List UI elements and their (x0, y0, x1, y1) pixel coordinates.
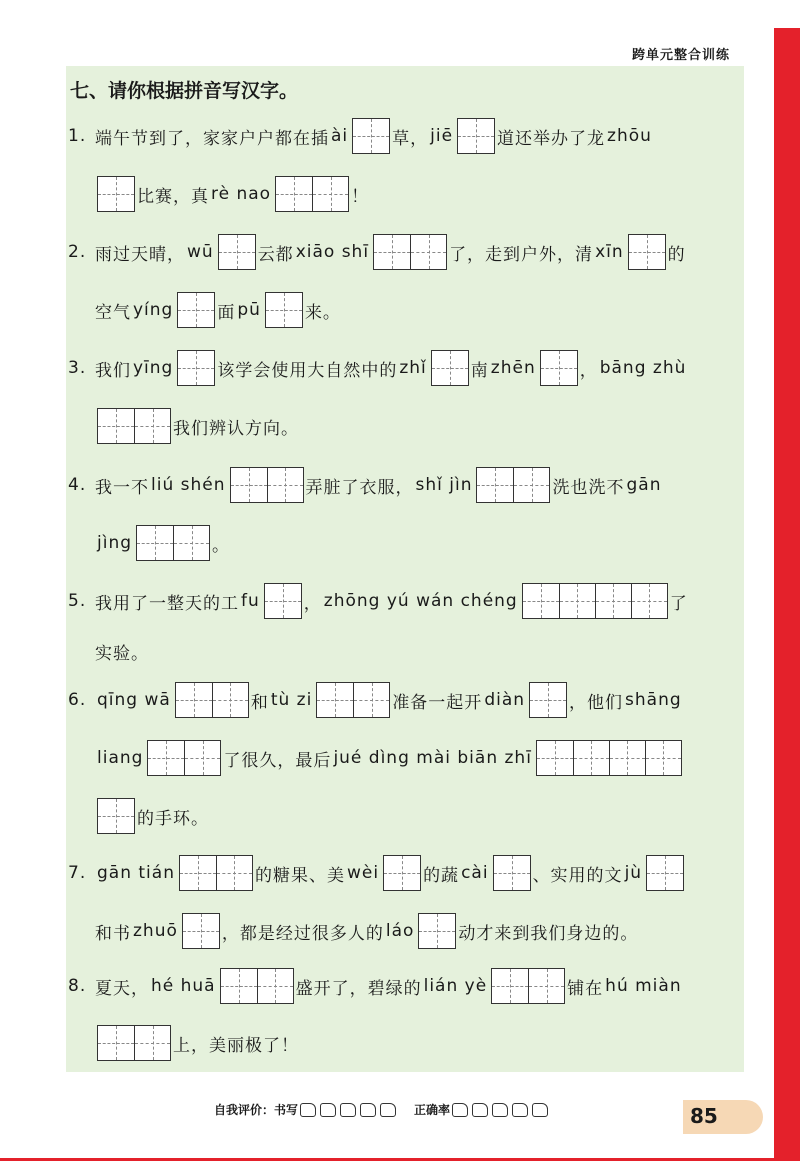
tianzige-cell[interactable] (374, 235, 410, 269)
tianzige-cell[interactable] (530, 683, 566, 717)
answer-box[interactable] (316, 682, 390, 718)
sentence-text: 和书 (95, 923, 131, 944)
sentence-text: 我用了一整天的工 (95, 593, 239, 614)
thumb-icon[interactable] (340, 1103, 356, 1117)
pinyin-text: bāng zhù (599, 358, 687, 378)
pinyin-text: láo (385, 921, 415, 941)
pinyin-text: tù zi (270, 690, 313, 710)
answer-box[interactable] (182, 913, 220, 949)
sentence-text: ， (303, 593, 322, 614)
question-number: 5. (68, 591, 87, 611)
answer-box[interactable] (147, 740, 221, 776)
pinyin-text: wèi (346, 863, 380, 883)
pinyin-text: jù (624, 863, 643, 883)
tianzige-cell[interactable] (257, 969, 293, 1003)
question-number: 2. (68, 242, 87, 262)
sentence-text: 端午节到了，家家户户都在插 (95, 128, 329, 149)
thumb-icon[interactable] (452, 1103, 468, 1117)
sentence-text: 上，美丽极了！ (173, 1035, 299, 1056)
tianzige-cell[interactable] (176, 683, 212, 717)
sentence-text: 和 (250, 692, 269, 713)
tianzige-cell[interactable] (212, 683, 248, 717)
sentence-text: 草， (392, 128, 429, 149)
unit-label: 跨单元整合训练 (631, 48, 730, 63)
pinyin-text: pū (237, 300, 261, 320)
tianzige-cell[interactable] (492, 969, 528, 1003)
thumb-icon[interactable] (380, 1103, 396, 1117)
sentence-text: 我们辨认方向。 (173, 418, 299, 439)
sentence-text: 空气 (95, 302, 131, 323)
tianzige-cell[interactable] (494, 856, 530, 890)
tianzige-cell[interactable] (541, 351, 577, 385)
pinyin-text: jué dìng mài biān zhī (333, 748, 532, 768)
tianzige-cell[interactable] (419, 914, 455, 948)
tianzige-cell[interactable] (265, 584, 301, 618)
pinyin-text: shāng (625, 690, 682, 710)
sentence-text: 我们 (95, 360, 131, 381)
writing-label: 书写 (274, 1103, 299, 1117)
tianzige-cell[interactable] (410, 235, 446, 269)
sentence-text: 比赛，真 (137, 186, 209, 207)
thumb-icon[interactable] (532, 1103, 548, 1117)
tianzige-cell[interactable] (98, 177, 134, 211)
thumb-icon[interactable] (472, 1103, 488, 1117)
tianzige-cell[interactable] (178, 293, 214, 327)
answer-box[interactable] (493, 855, 531, 891)
red-side-bar (774, 28, 800, 1161)
tianzige-cell[interactable] (148, 741, 184, 775)
sentence-text: 了很久，最后 (223, 750, 332, 771)
exercise-line (68, 292, 341, 328)
sentence-text: 道还举办了龙 (497, 128, 606, 149)
self-evaluation (214, 1101, 566, 1118)
pinyin-text: liang (97, 748, 144, 768)
tianzige-cell[interactable] (477, 468, 513, 502)
tianzige-cell[interactable] (353, 119, 389, 153)
tianzige-cell[interactable] (458, 119, 494, 153)
sentence-text: 云都 (257, 244, 294, 265)
exercise-line (68, 1025, 299, 1061)
tianzige-cell[interactable] (645, 741, 681, 775)
pinyin-text: xiāo shī (295, 242, 370, 262)
exercise-line (68, 350, 688, 386)
tianzige-cell[interactable] (647, 856, 683, 890)
tianzige-cell[interactable] (312, 177, 348, 211)
answer-box[interactable] (522, 583, 668, 619)
pinyin-text: fu (241, 591, 260, 611)
exercise-line (68, 234, 686, 270)
pinyin-text: xīn (595, 242, 624, 262)
answer-box[interactable] (536, 740, 682, 776)
exercise-line (68, 968, 684, 1004)
tianzige-cell[interactable] (183, 914, 219, 948)
sentence-text: 动才来到我们身边的。 (458, 923, 639, 944)
question-number: 1. (68, 126, 87, 146)
tianzige-cell[interactable] (353, 683, 389, 717)
answer-box[interactable] (431, 350, 469, 386)
pinyin-text: shǐ jìn (415, 475, 473, 495)
answer-box[interactable] (275, 176, 349, 212)
pinyin-text: diàn (484, 690, 526, 710)
pinyin-text: yīng (133, 358, 174, 378)
answer-box[interactable] (418, 913, 456, 949)
answer-box[interactable] (352, 118, 390, 154)
exercise-line (68, 176, 369, 212)
page-number: 85 (690, 1104, 718, 1128)
sentence-text: 洗也洗不 (552, 477, 625, 498)
answer-box[interactable] (230, 467, 304, 503)
sentence-text: 的手环。 (137, 808, 209, 829)
tianzige-cell[interactable] (266, 293, 302, 327)
tianzige-cell[interactable] (317, 683, 353, 717)
thumb-icon[interactable] (512, 1103, 528, 1117)
pinyin-text: zhōng yú wán chéng (323, 591, 518, 611)
pinyin-text: rè nao (211, 184, 272, 204)
sentence-text: 我一不 (95, 477, 149, 498)
tianzige-cell[interactable] (432, 351, 468, 385)
sentence-text: 该学会使用大自然中的 (217, 360, 398, 381)
tianzige-cell[interactable] (134, 409, 170, 443)
sentence-text: 盛开了，碧绿的 (295, 978, 422, 999)
answer-box[interactable] (540, 350, 578, 386)
tianzige-cell[interactable] (221, 969, 257, 1003)
answer-box[interactable] (264, 583, 302, 619)
exercise-line (68, 583, 688, 619)
pinyin-text: ài (331, 126, 349, 146)
tianzige-cell[interactable] (629, 235, 665, 269)
tianzige-cell[interactable] (573, 741, 609, 775)
tianzige-cell[interactable] (231, 468, 267, 502)
exercise-line (68, 682, 684, 718)
tianzige-cell[interactable] (98, 1026, 134, 1060)
pinyin-text: zhǐ (399, 358, 427, 378)
thumb-icon[interactable] (300, 1103, 316, 1117)
tianzige-cell[interactable] (631, 584, 667, 618)
tianzige-cell[interactable] (609, 741, 645, 775)
sentence-text: 的糖果、美 (254, 865, 345, 886)
pinyin-text: qīng wā (97, 690, 171, 710)
sentence-text: 来。 (304, 302, 341, 323)
sentence-text: 夏天， (95, 978, 149, 999)
thumb-icon[interactable] (360, 1103, 376, 1117)
thumb-icon[interactable] (320, 1103, 336, 1117)
exercise-line (68, 118, 654, 154)
tianzige-cell[interactable] (219, 235, 255, 269)
tianzige-cell[interactable] (184, 741, 220, 775)
exercise-line (68, 408, 299, 444)
sentence-text: ，他们 (569, 692, 624, 713)
answer-box[interactable] (646, 855, 684, 891)
sentence-text: 雨过天晴， (95, 244, 185, 265)
exercise-line (68, 740, 684, 776)
tianzige-cell[interactable] (523, 584, 559, 618)
exercise-line (68, 855, 686, 891)
sentence-text: 弄脏了衣服， (305, 477, 414, 498)
pinyin-text: hú miàn (605, 976, 682, 996)
pinyin-text: jìng (97, 533, 133, 553)
pinyin-text: gān tián (97, 863, 175, 883)
sentence-text: 了，走到户外，清 (449, 244, 594, 265)
sentence-text: 了 (669, 593, 688, 614)
answer-box[interactable] (373, 234, 447, 270)
tianzige-cell[interactable] (595, 584, 631, 618)
sentence-text: 实验。 (95, 643, 149, 664)
tianzige-cell[interactable] (98, 409, 134, 443)
writing-rating[interactable] (300, 1103, 400, 1117)
pinyin-text: zhōu (607, 126, 652, 146)
tianzige-cell[interactable] (178, 351, 214, 385)
question-number: 3. (68, 358, 87, 378)
self-eval-label: 自我评价： (214, 1103, 275, 1117)
pinyin-text: lián yè (423, 976, 488, 996)
exercise-line (68, 798, 209, 834)
sentence-text: 、实用的文 (532, 865, 623, 886)
exercise-line (68, 467, 663, 503)
accuracy-rating[interactable] (452, 1103, 552, 1117)
tianzige-cell[interactable] (216, 856, 252, 890)
sentence-text: ，都是经过很多人的 (221, 923, 384, 944)
sentence-text: 铺在 (567, 978, 604, 999)
tianzige-cell[interactable] (276, 177, 312, 211)
pinyin-text: wū (187, 242, 214, 262)
answer-box[interactable] (97, 176, 135, 212)
pinyin-text: hé huā (151, 976, 216, 996)
sentence-text: ！ (351, 186, 370, 207)
tianzige-cell[interactable] (180, 856, 216, 890)
sentence-text: 南 (470, 360, 489, 381)
tianzige-cell[interactable] (267, 468, 303, 502)
tianzige-cell[interactable] (98, 799, 134, 833)
answer-box[interactable] (491, 968, 565, 1004)
exercise-line (68, 913, 638, 949)
answer-box[interactable] (177, 292, 215, 328)
pinyin-text: cài (461, 863, 489, 883)
answer-box[interactable] (177, 350, 215, 386)
tianzige-cell[interactable] (559, 584, 595, 618)
question-number: 6. (68, 690, 87, 710)
sentence-text: 的蔬 (423, 865, 460, 886)
pinyin-text: gān (626, 475, 662, 495)
pinyin-text: zhuō (133, 921, 178, 941)
tianzige-cell[interactable] (384, 856, 420, 890)
thumb-icon[interactable] (492, 1103, 508, 1117)
exercise-line (68, 633, 149, 669)
sentence-text: 的 (667, 244, 686, 265)
answer-box[interactable] (220, 968, 294, 1004)
answer-box[interactable] (457, 118, 495, 154)
answer-box[interactable] (476, 467, 550, 503)
tianzige-cell[interactable] (173, 526, 209, 560)
pinyin-text: yíng (133, 300, 174, 320)
answer-box[interactable] (97, 408, 171, 444)
tianzige-cell[interactable] (137, 526, 173, 560)
answer-box[interactable] (265, 292, 303, 328)
answer-box[interactable] (628, 234, 666, 270)
pinyin-text: liú shén (151, 475, 226, 495)
tianzige-cell[interactable] (513, 468, 549, 502)
answer-box[interactable] (97, 798, 135, 834)
answer-box[interactable] (383, 855, 421, 891)
sentence-text: 面 (217, 302, 236, 323)
answer-box[interactable] (218, 234, 256, 270)
question-number: 8. (68, 976, 87, 996)
section-title: 七、请你根据拼音写汉字。 (70, 80, 299, 102)
pinyin-text: jiē (430, 126, 454, 146)
tianzige-cell[interactable] (537, 741, 573, 775)
question-number: 7. (68, 863, 87, 883)
sentence-text: 准备一起开 (392, 692, 483, 713)
pinyin-text: zhēn (490, 358, 536, 378)
tianzige-cell[interactable] (134, 1026, 170, 1060)
answer-box[interactable] (175, 682, 249, 718)
sentence-text: 。 (212, 535, 231, 556)
answer-box[interactable] (529, 682, 567, 718)
exercise-line (68, 525, 230, 561)
accuracy-label: 正确率 (414, 1103, 451, 1117)
answer-box[interactable] (136, 525, 210, 561)
answer-box[interactable] (179, 855, 253, 891)
tianzige-cell[interactable] (528, 969, 564, 1003)
question-number: 4. (68, 475, 87, 495)
sentence-text: ， (579, 360, 598, 381)
answer-box[interactable] (97, 1025, 171, 1061)
